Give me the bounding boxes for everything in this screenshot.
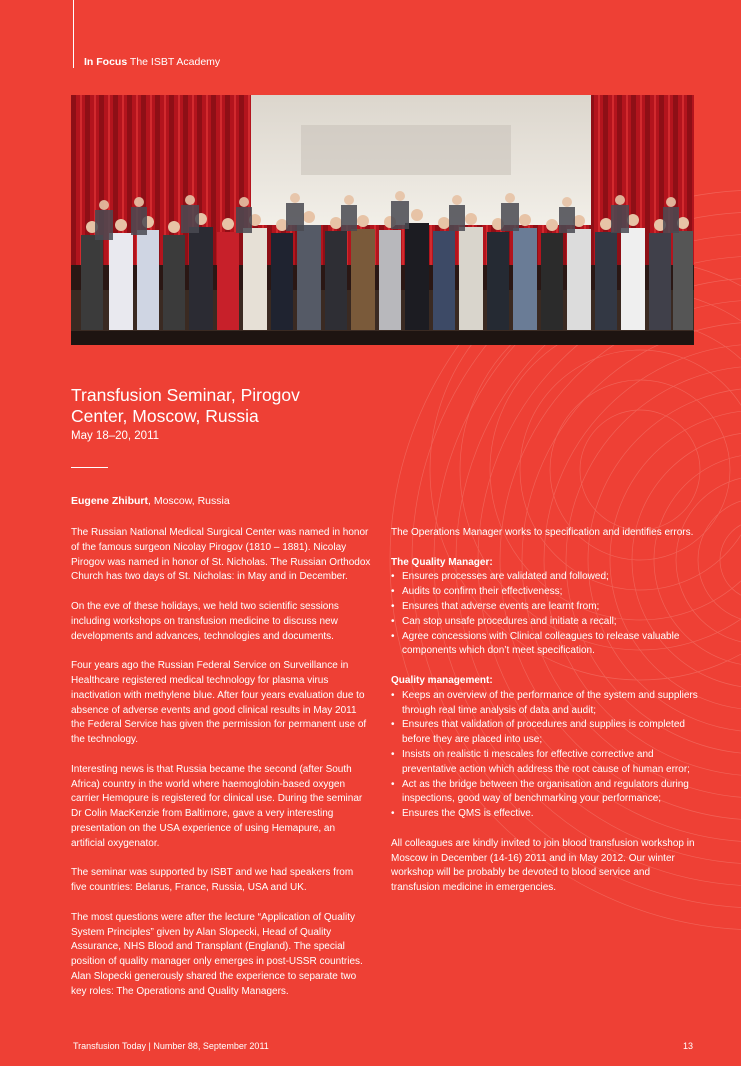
list-item: • Ensures processes are validated and followed;: [391, 570, 699, 585]
event-dates: May 18–20, 2011: [71, 430, 160, 442]
list-item: • Keeps an overview of the performance of the system and suppliers through real time analysis of data and audit;: [391, 689, 699, 719]
quality-management-heading: Quality management:: [391, 674, 493, 686]
paragraph: The Operations Manager works to specification and identifies errors.: [391, 527, 694, 538]
author-byline: [71, 495, 230, 507]
header-rule: [73, 0, 74, 68]
section-name: In Focus: [84, 56, 128, 68]
list-item: • Can stop unsafe procedures and initiate a recall;: [391, 615, 699, 630]
paragraph: The seminar was supported by ISBT and we had speakers from five countries: Belarus, France, Russia, USA and UK.: [71, 867, 354, 894]
paragraph: Four years ago the Russian Federal Service on Surveillance in Healthcare registered medical technology for plasma virus inactivation with methylene blue. After four years evaluation due to absence of adverse events and good clinical results in May 2011 the Federal Service has given the permission for permanent use of the technology.: [71, 660, 367, 746]
group-photo: [71, 95, 694, 345]
quality-manager-list: [391, 570, 699, 659]
list-item: • Ensures that validation of procedures and supplies is completed before they are placed into use;: [391, 718, 699, 748]
group-photo-illustration: [71, 95, 694, 345]
footer-publication: Transfusion Today | Number 88, September 2011: [73, 1041, 269, 1051]
paragraph: The most questions were after the lecture “Application of Quality System Principles” given by Alan Slopecki, Head of Quality Assurance, NHS Blood and Transplant (England). The special position of quality manager only emerges in post-USSR countries. Alan Slopecki generously shared the experience to separate two key roles: The Operations and Quality Managers.: [71, 911, 363, 997]
section-subname: The ISBT Academy: [129, 56, 221, 68]
list-item: • Act as the bridge between the organisation and regulators during inspections, good way of benchmarking your performance;: [391, 778, 699, 808]
paragraph: On the eve of these holidays, we held two scientific sessions including workshops on transfusion medicine to discuss new developments and advances, technologies and documents.: [71, 600, 339, 642]
paragraph: Interesting news is that Russia became the second (after South Africa) country in the world where haemoglobin-based oxygen carrier Hemopure is registered for clinical use. During the seminar Dr Colin MacKenzie from Baltimore, gave a very interesting presentation on the USA experience of using Hemapure, an artificial oxygenator.: [71, 763, 363, 849]
paragraph: All colleagues are kindly invited to join blood transfusion workshop in Moscow in December (14-16) 2011 and in May 2012. Our winter workshop will be probably be devoted to blood service and transfusion medicine in emergencies.: [391, 837, 695, 894]
section-header: [84, 56, 220, 68]
paragraph: The Russian National Medical Surgical Center was named in honor of the famous surgeon Nicolay Pirogov (1810 – 1881). Nicolay Pirogov was named in honor of St. Nicholas. The Russian Orthodox Church has two days of St. Nicholas: in May and in December.: [71, 527, 371, 583]
quality-manager-heading: The Quality Manager:: [391, 556, 493, 568]
quality-management-list: [391, 689, 699, 822]
list-item: • Ensures that adverse events are learnt from;: [391, 600, 699, 615]
title-divider: [71, 467, 108, 468]
list-item: • Insists on realistic ti mescales for effective corrective and preventative action which address the root cause of human error;: [391, 748, 699, 778]
left-column: [71, 526, 371, 1014]
list-item: • Audits to confirm their effectiveness;: [391, 585, 699, 600]
author-location: , Moscow, Russia: [148, 495, 230, 507]
author-name: Eugene Zhiburt: [71, 495, 148, 507]
right-column: [391, 526, 699, 911]
list-item: • Agree concessions with Clinical colleagues to release valuable components which don’t meet specification.: [391, 630, 699, 660]
article-title: [71, 385, 391, 427]
list-item: • Ensures the QMS is effective.: [391, 807, 699, 822]
article-title-line-1: Transfusion Seminar, Pirogov: [71, 385, 300, 405]
page-number: 13: [682, 1041, 693, 1051]
article-title-line-2: Center, Moscow, Russia: [71, 406, 259, 426]
